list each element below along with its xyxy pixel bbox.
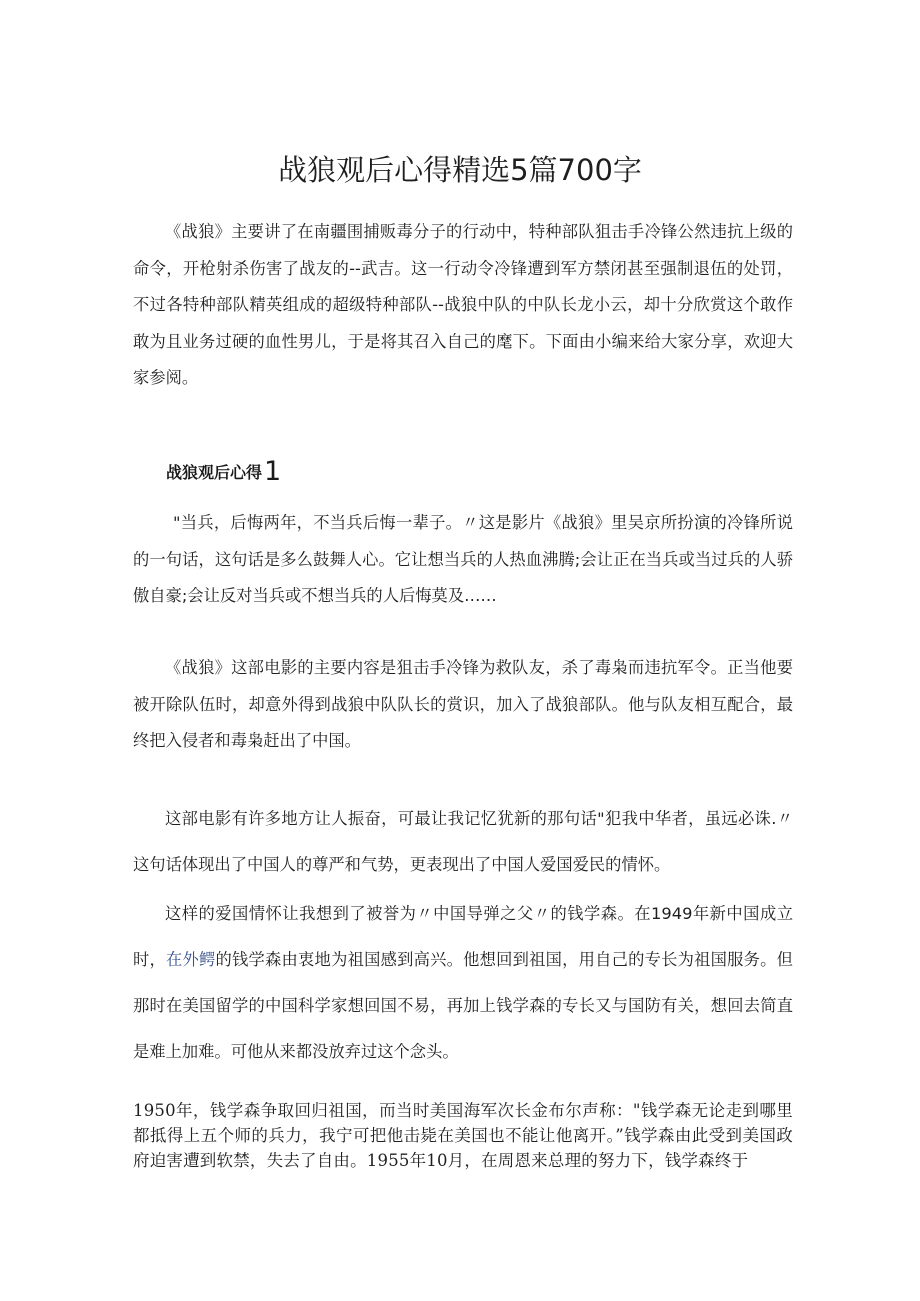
page-title: 战狼观后心得精选5篇700字 — [278, 153, 642, 187]
paragraph-1950: 1950年，钱学森争取回归祖国，而当时美国海军次长金布尔声称："钱学森无论走到哪里都抵得上五个师的兵力，我宁可把他击毙在美国也不能让他离开。”钱学森由此受到美国政府迫害遭到软禁，失去了自由。1955年10月，在周恩来总理的努力下，钱学森终于 — [133, 1101, 793, 1170]
paragraph-qian-xuesen-text-a: 这样的爱国情怀让我想到了被誉为〃中国导弹之父〃的钱学森。在1949年新中国成立时， — [133, 904, 793, 969]
section-heading — [166, 456, 281, 487]
paragraph-quote: "当兵，后悔两年，不当兵后悔一辈子。〃这是影片《战狼》里吴京所扮演的冷锋所说的一句话，这句话是多么鼓舞人心。它让想当兵的人热血沸腾;会让正在当兵或当过兵的人骄傲自豪;会让反对当兵或不想当兵的人后悔莫及…… — [133, 513, 793, 606]
inline-link[interactable]: 在外鳄 — [166, 950, 216, 969]
section-heading-number: 1 — [264, 456, 282, 487]
intro-paragraph: 《战狼》主要讲了在南疆围捕贩毒分子的行动中，特种部队狙击手冷锋公然违抗上级的命令，开枪射杀伤害了战友的--武吉。这一行动令冷锋遭到军方禁闭甚至强制退伍的处罚，不过各特种部队精英组成的超级特种部队--战狼中队的中队长龙小云，却十分欣赏这个敢作敢为且业务过硬的血性男儿，于是将其召入自己的麾下。下面由小编来给大家分享，欢迎大家参阅。 — [133, 222, 793, 388]
paragraph-qian-xuesen-text-b: 的钱学森由衷地为祖国感到高兴。他想回到祖国，用自己的专长为祖国服务。但那时在美国留学的中国科学家想回国不易，再加上钱学森的专长又与国防有关，想回去简直是难上加难。可他从来都没放弃过这个念头。 — [133, 950, 793, 1061]
paragraph-impression: 这部电影有许多地方让人振奋，可最让我记忆犹新的那句话"犯我中华者，虽远必诛.〃这句话体现出了中国人的尊严和气势，更表现出了中国人爱国爱民的情怀。 — [133, 809, 793, 874]
paragraph-qian-xuesen — [133, 891, 793, 1075]
section-heading-text: 战狼观后心得 — [166, 463, 263, 482]
paragraph-summary: 《战狼》这部电影的主要内容是狙击手冷锋为救队友，杀了毒枭而违抗军令。正当他要被开除队伍时，却意外得到战狼中队队长的赏识，加入了战狼部队。他与队友相互配合，最终把入侵者和毒枭赶出了中国。 — [133, 658, 793, 751]
